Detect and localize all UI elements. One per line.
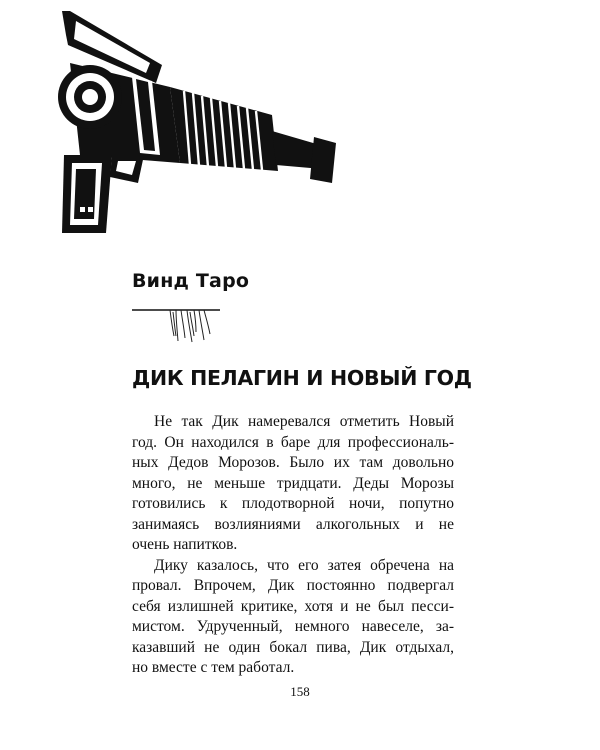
body-line: Дику казалось, что его затея обречена на	[154, 556, 454, 574]
body-line: казавший не один бокал пива, Дик отдыхал,	[132, 638, 454, 656]
body-line: занимаясь возлияниями алкогольных и не	[132, 515, 454, 533]
body-line: провал. Впрочем, Дик постоянно подвергал	[132, 577, 454, 594]
story-title: ДИК ПЕЛАГИН И НОВЫЙ ГОД	[132, 366, 472, 390]
body-line: мистом. Удрученный, немного навеселе, за-	[132, 618, 454, 635]
page-number: 158	[290, 684, 310, 699]
author-name: Винд Таро	[132, 270, 250, 292]
body-line: но вместе с тем работал.	[132, 659, 295, 676]
body-line: Не так Дик намеревался отметить Новый	[154, 413, 454, 430]
body-line: ных Дедов Морозов. Было их там довольно	[132, 454, 454, 471]
body-text	[132, 412, 454, 679]
body-line: очень напитков.	[132, 536, 238, 553]
icicle-ornament-icon	[132, 306, 222, 346]
body-line: год. Он находился в баре для профессиональ-	[132, 433, 454, 451]
body-line: готовились к плодотворной ночи, попутно	[132, 495, 454, 512]
body-line: много, не меньше тридцати. Деды Морозы	[132, 474, 454, 492]
ray-gun-icon	[40, 5, 340, 245]
body-line: себя излишней критике, хотя и не был песси-	[132, 597, 454, 615]
